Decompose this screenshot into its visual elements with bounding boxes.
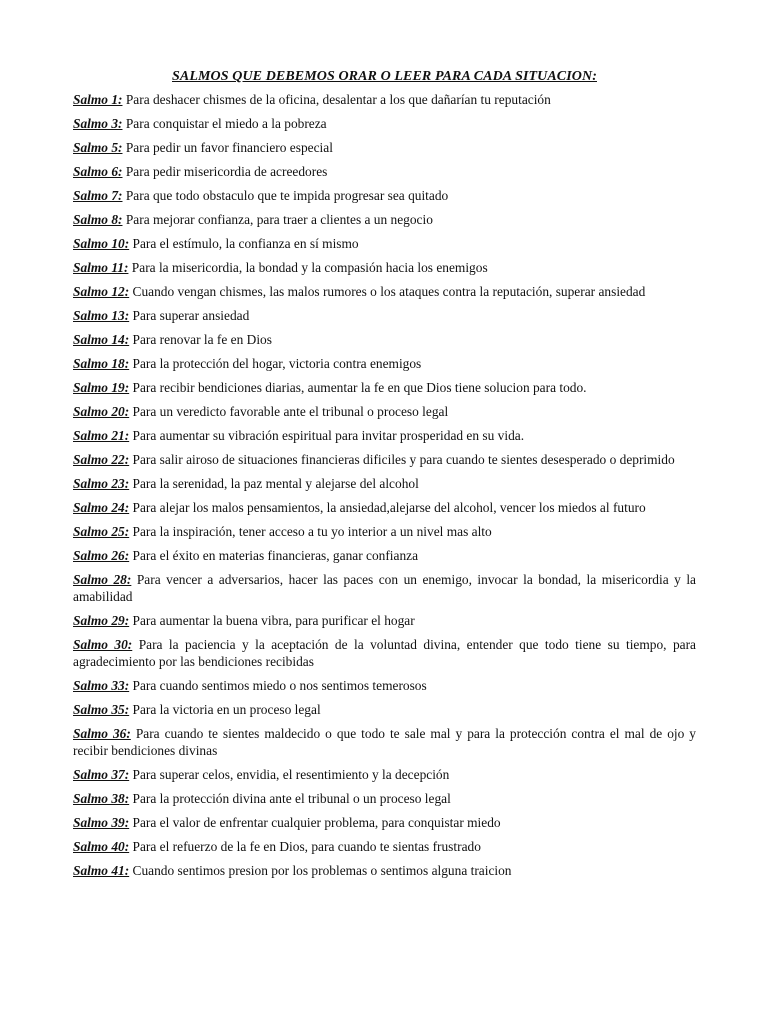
psalm-label: Salmo 18: — [73, 356, 130, 371]
psalm-label: Salmo 25: — [73, 524, 130, 539]
psalm-entry — [73, 115, 696, 132]
psalm-description: Para la serenidad, la paz mental y alejarse del alcohol — [132, 476, 419, 491]
psalm-entry — [73, 636, 696, 670]
psalm-entry — [73, 701, 696, 718]
psalm-label: Salmo 26: — [73, 548, 130, 563]
psalm-label: Salmo 13: — [73, 308, 130, 323]
psalm-label: Salmo 22: — [73, 452, 130, 467]
psalm-label: Salmo 33: — [73, 678, 130, 693]
psalm-entry — [73, 838, 696, 855]
psalm-description: Para vencer a adversarios, hacer las paces con un enemigo, invocar la bondad, la misericordia y la amabilidad — [73, 572, 697, 604]
psalm-description: Para que todo obstaculo que te impida progresar sea quitado — [125, 188, 449, 203]
document-page — [73, 68, 696, 886]
psalm-entry — [73, 331, 696, 348]
psalm-entry — [73, 403, 696, 420]
psalm-list — [73, 91, 696, 879]
psalm-label: Salmo 12: — [73, 284, 130, 299]
psalm-label: Salmo 38: — [73, 791, 130, 806]
psalm-entry — [73, 571, 696, 605]
psalm-label: Salmo 3: — [73, 116, 123, 131]
psalm-entry — [73, 612, 696, 629]
psalm-label: Salmo 23: — [73, 476, 130, 491]
psalm-entry — [73, 814, 696, 831]
psalm-description: Para la victoria en un proceso legal — [132, 702, 321, 717]
psalm-description: Para renovar la fe en Dios — [132, 332, 272, 347]
psalm-entry — [73, 677, 696, 694]
psalm-entry — [73, 355, 696, 372]
psalm-entry — [73, 379, 696, 396]
psalm-label: Salmo 24: — [73, 500, 130, 515]
psalm-description: Para el estímulo, la confianza en sí mismo — [132, 236, 359, 251]
psalm-description: Para aumentar su vibración espiritual para invitar prosperidad en su vida. — [132, 428, 525, 443]
psalm-description: Para la protección divina ante el tribunal o un proceso legal — [132, 791, 451, 806]
psalm-description: Para pedir un favor financiero especial — [125, 140, 333, 155]
psalm-entry — [73, 163, 696, 180]
psalm-description: Para el refuerzo de la fe en Dios, para cuando te sientas frustrado — [132, 839, 481, 854]
psalm-entry — [73, 790, 696, 807]
psalm-description: Para superar celos, envidia, el resentimiento y la decepción — [132, 767, 450, 782]
psalm-description: Para la misericordia, la bondad y la compasión hacia los enemigos — [131, 260, 488, 275]
psalm-entry — [73, 475, 696, 492]
psalm-entry — [73, 235, 696, 252]
psalm-description: Para mejorar confianza, para traer a clientes a un negocio — [125, 212, 433, 227]
psalm-entry — [73, 451, 696, 468]
psalm-label: Salmo 36: — [73, 726, 131, 741]
psalm-label: Salmo 41: — [73, 863, 130, 878]
psalm-entry — [73, 283, 696, 300]
psalm-description: Cuando vengan chismes, las malos rumores o los ataques contra la reputación, superar ansiedad — [132, 284, 646, 299]
psalm-description: Para la inspiración, tener acceso a tu yo interior a un nivel mas alto — [132, 524, 492, 539]
psalm-label: Salmo 14: — [73, 332, 130, 347]
psalm-label: Salmo 1: — [73, 92, 123, 107]
psalm-entry — [73, 766, 696, 783]
psalm-entry — [73, 523, 696, 540]
psalm-entry — [73, 862, 696, 879]
psalm-entry — [73, 427, 696, 444]
psalm-label: Salmo 28: — [73, 572, 132, 587]
psalm-description: Para un veredicto favorable ante el tribunal o proceso legal — [132, 404, 449, 419]
psalm-entry — [73, 259, 696, 276]
psalm-entry — [73, 725, 696, 759]
psalm-description: Para el valor de enfrentar cualquier problema, para conquistar miedo — [132, 815, 501, 830]
psalm-label: Salmo 29: — [73, 613, 130, 628]
psalm-description: Para conquistar el miedo a la pobreza — [125, 116, 327, 131]
psalm-description: Para deshacer chismes de la oficina, desalentar a los que dañarían tu reputación — [125, 92, 551, 107]
psalm-description: Para superar ansiedad — [132, 308, 250, 323]
psalm-label: Salmo 35: — [73, 702, 130, 717]
psalm-description: Para cuando te sientes maldecido o que todo te sale mal y para la protección contra el mal de ojo y recibir bendiciones divinas — [73, 726, 697, 758]
psalm-entry — [73, 187, 696, 204]
psalm-label: Salmo 8: — [73, 212, 123, 227]
psalm-label: Salmo 19: — [73, 380, 130, 395]
psalm-entry — [73, 91, 696, 108]
psalm-description: Cuando sentimos presion por los problemas o sentimos alguna traicion — [132, 863, 512, 878]
psalm-label: Salmo 10: — [73, 236, 130, 251]
psalm-description: Para recibir bendiciones diarias, aumentar la fe en que Dios tiene solucion para todo. — [132, 380, 587, 395]
psalm-description: Para la paciencia y la aceptación de la voluntad divina, entender que todo tiene su tiempo, para agradecimiento por las bendiciones recibidas — [73, 637, 696, 669]
psalm-description: Para aumentar la buena vibra, para purificar el hogar — [132, 613, 415, 628]
psalm-description: Para salir airoso de situaciones financieras dificiles y para cuando te sientes desesperado o deprimido — [132, 452, 675, 467]
psalm-entry — [73, 139, 696, 156]
psalm-description: Para alejar los malos pensamientos, la ansiedad,alejarse del alcohol, vencer los miedos al futuro — [132, 500, 646, 515]
document-title: SALMOS QUE DEBEMOS ORAR O LEER PARA CADA SITUACION: — [172, 69, 597, 84]
psalm-label: Salmo 40: — [73, 839, 130, 854]
psalm-label: Salmo 20: — [73, 404, 130, 419]
psalm-entry — [73, 499, 696, 516]
psalm-label: Salmo 11: — [73, 260, 129, 275]
psalm-description: Para pedir misericordia de acreedores — [125, 164, 328, 179]
psalm-entry — [73, 547, 696, 564]
psalm-label: Salmo 7: — [73, 188, 123, 203]
psalm-label: Salmo 21: — [73, 428, 130, 443]
psalm-description: Para la protección del hogar, victoria contra enemigos — [132, 356, 422, 371]
psalm-label: Salmo 37: — [73, 767, 130, 782]
psalm-label: Salmo 30: — [73, 637, 133, 652]
psalm-label: Salmo 39: — [73, 815, 130, 830]
psalm-label: Salmo 6: — [73, 164, 123, 179]
psalm-label: Salmo 5: — [73, 140, 123, 155]
psalm-description: Para cuando sentimos miedo o nos sentimos temerosos — [132, 678, 427, 693]
psalm-entry — [73, 211, 696, 228]
psalm-description: Para el éxito en materias financieras, ganar confianza — [132, 548, 419, 563]
psalm-entry — [73, 307, 696, 324]
